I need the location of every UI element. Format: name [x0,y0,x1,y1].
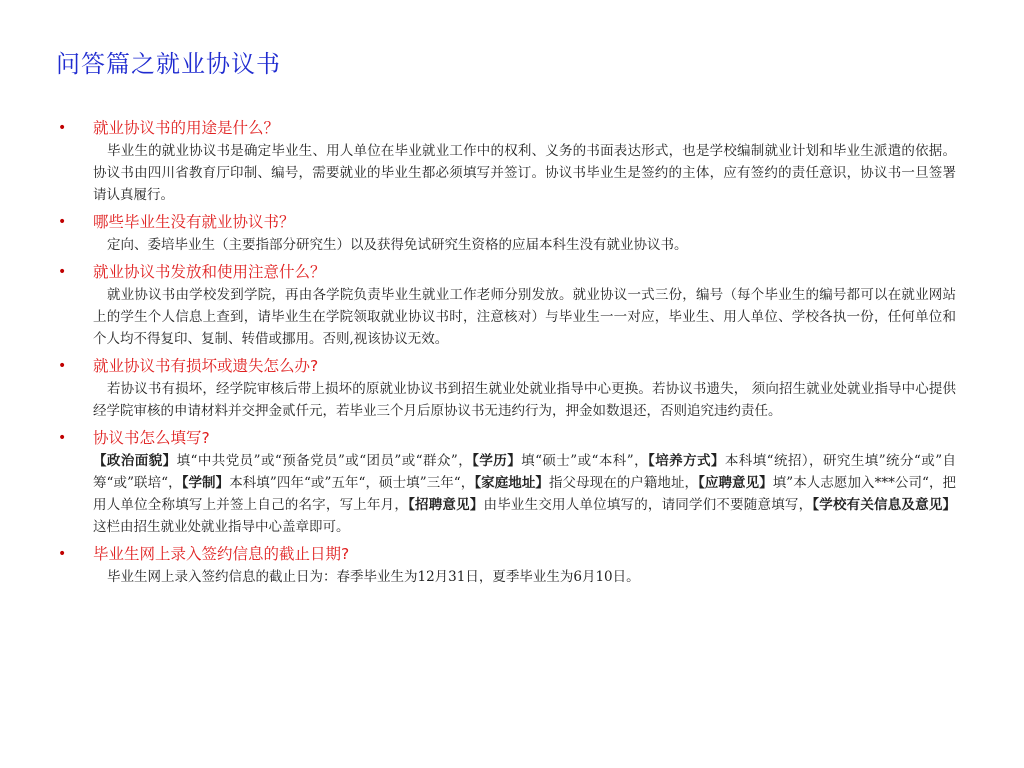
qa-item-no-agreement [56,210,956,256]
page-title: 问答篇之就业协议书 [56,50,281,78]
field-instruction: 填“中共党员”或“预备党员”或“团员”或“群众”， [176,453,473,469]
field-name: 【学校有关信息及意见】 [812,497,957,513]
qa-item-damage-loss [56,354,956,422]
answer-text: 毕业生网上录入签约信息的截止日为：春季毕业生为12月31日，夏季毕业生为6月10日。 [107,569,640,585]
question-text: 毕业生网上录入签约信息的截止日期? [93,545,350,563]
question-text: 协议书怎么填写? [93,429,210,447]
field-instruction: 指父母现在的户籍地址， [548,475,699,491]
qa-list [56,116,956,592]
field-instruction: 填“硕士”或“本科”， [521,453,649,469]
question-text: 就业协议书发放和使用注意什么？ [93,263,326,281]
question-row [56,260,956,284]
answer-text: 就业协议书由学校发到学院，再由各学院负责毕业生就业工作老师分别发放。就业协议一式三份，编号（每个毕业生的编号都可以在就业网站上的学生个人信息上查到，请毕业生在学院领取就业协议书时，注意核对）与毕业生一一对应，毕业生、用人单位、学校各执一份，任何单位和个人均不得复印、复制、转借或挪用。否则,视该协议无效。 [93,287,956,347]
question-row [56,116,956,140]
bullet-icon: • [58,546,67,562]
answer-text [93,450,956,538]
field-instruction: 本科填“统招），研究生填”统分“或”自筹“或”联培“， [93,453,957,491]
field-instruction: 填”本人志愿加入***公司“，把用人单位全称填写上并签上自己的名字，写上年月， [93,475,957,513]
qa-item-usage [56,116,956,206]
question-row [56,210,956,234]
qa-item-how-to-fill [56,426,956,538]
field-name: 【学历】 [472,453,522,469]
field-name: 【家庭地址】 [474,475,549,491]
answer-text: 若协议书有损坏，经学院审核后带上损坏的原就业协议书到招生就业处就业指导中心更换。若协议书遗失， 须向招生就业处就业指导中心提供经学院审核的申请材料并交押金贰仟元，若毕业三个月后原协议书无违约行为，押金如数退还，否则追究违约责任。 [93,381,956,419]
field-name: 【政治面貌】 [93,453,177,469]
answer-text: 毕业生的就业协议书是确定毕业生、用人单位在毕业就业工作中的权利、义务的书面表达形式，也是学校编制就业计划和毕业生派遣的依据。协议书由四川省教育厅印制、编号，需要就业的毕业生都必须填写并签订。协议书毕业生是签约的主体，应有签约的责任意识，协议书一旦签署请认真履行。 [93,143,956,203]
field-instruction: 这栏由招生就业处就业指导中心盖章即可。 [93,519,350,535]
question-text: 就业协议书的用途是什么？ [93,119,280,137]
field-name: 【应聘意见】 [698,475,773,491]
qa-item-deadline [56,542,956,588]
bullet-icon: • [58,120,67,136]
field-instruction: 由毕业生交用人单位填写的，请同学们不要随意填写， [483,497,813,513]
question-row [56,426,956,450]
field-name: 【学制】 [181,475,230,491]
question-row [56,542,956,566]
bullet-icon: • [58,214,67,230]
bullet-icon: • [58,358,67,374]
answer-text: 定向、委培毕业生（主要指部分研究生）以及获得免试研究生资格的应届本科生没有就业协议书。 [107,237,688,253]
question-row [56,354,956,378]
field-name: 【招聘意见】 [408,497,484,513]
qa-item-distribution [56,260,956,350]
question-text: 哪些毕业生没有就业协议书？ [93,213,295,231]
field-instruction: 本科填”四年“或”五年“，硕士填”三年“， [229,475,475,491]
bullet-icon: • [58,264,67,280]
bullet-icon: • [58,430,67,446]
question-text: 就业协议书有损坏或遗失怎么办? [93,357,319,375]
field-name: 【培养方式】 [648,453,725,469]
